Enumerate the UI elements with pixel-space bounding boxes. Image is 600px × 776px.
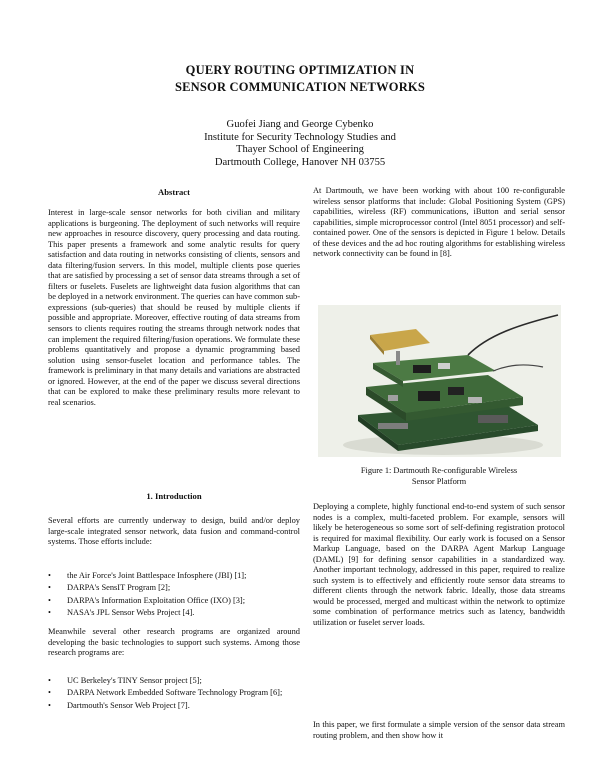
platform-paragraph: At Dartmouth, we have been working with about 100 re-configurable wireless sensor platforms that include: Global Positioning System (GPS) capabilities, wireless (RF) communications, iButton and serial sensor capabilities, simple microprocessor control (Intel 8051 processor) and self-contained power. One of the sensors is depicted in Figure 1 below. Details of these devices and the ad hoc routing algorithms for establishing wireless network connectivity can be found in [8]. bbox=[313, 186, 565, 259]
title-line-1: QUERY ROUTING OPTIMIZATION IN bbox=[185, 63, 415, 77]
list-item bbox=[48, 676, 300, 687]
author-block bbox=[0, 119, 600, 169]
list-item-text: Dartmouth's Sensor Web Project [7]. bbox=[67, 700, 190, 710]
figure-caption-line-1: Figure 1: Dartmouth Re-configurable Wireless bbox=[360, 466, 518, 475]
sensor-platform-photo bbox=[318, 305, 561, 457]
affiliation-line-3: Dartmouth College, Hanover NH 03755 bbox=[214, 156, 386, 168]
list-item bbox=[48, 583, 300, 594]
list-item bbox=[48, 596, 300, 607]
list-item-text: DARPA Network Embedded Software Technology Program [6]; bbox=[67, 688, 283, 698]
affiliation-line-1: Institute for Security Technology Studies and bbox=[204, 131, 396, 143]
bullet-icon: • bbox=[48, 700, 51, 710]
bullet-icon: • bbox=[48, 608, 51, 618]
list-item bbox=[48, 688, 300, 699]
list-item bbox=[48, 571, 300, 582]
figure-caption bbox=[313, 466, 565, 487]
intro-paragraph-1: Several efforts are currently underway to design, build and/or deploy large-scale integrated sensor network, data fusion and command-control systems. Those efforts include: bbox=[48, 516, 300, 547]
bullet-icon: • bbox=[48, 595, 51, 605]
bullet-icon: • bbox=[48, 676, 51, 685]
list-item-text: NASA's JPL Sensor Webs Project [4]. bbox=[67, 608, 195, 618]
list-item-text: DARPA's Information Exploitation Office (IXO) [3]; bbox=[67, 595, 246, 605]
list-item-text: UC Berkeley's TINY Sensor project [5]; bbox=[67, 676, 202, 685]
intro-efforts-list bbox=[48, 571, 300, 621]
figure-caption-line-2: Sensor Platform bbox=[411, 476, 467, 486]
title-line-2: SENSOR COMMUNICATION NETWORKS bbox=[174, 80, 426, 94]
sensor-board-illustration bbox=[318, 305, 561, 457]
approach-paragraph: In this paper, we first formulate a simple version of the sensor data stream routing problem, and then show how it bbox=[313, 720, 565, 740]
bullet-icon: • bbox=[48, 583, 51, 593]
abstract-heading: Abstract bbox=[158, 187, 190, 197]
list-item-text: the Air Force's Joint Battlespace Infosphere (JBI) [1]; bbox=[67, 571, 247, 580]
paper-title bbox=[0, 62, 600, 96]
bullet-icon: • bbox=[48, 688, 51, 698]
list-item bbox=[48, 701, 300, 712]
list-item bbox=[48, 608, 300, 619]
deployment-paragraph: Deploying a complete, highly functional end-to-end system of such sensor nodes is a complex, multi-faceted problem. For example, sensors will likely be heterogeneous so some sort of self-defining registration protocol is required for maximal flexibility. Our early work is focused on a Sensor Markup Language, based on the DARPA Agent Markup Language (DAML) [9] for defining sensor capabilities in a standardized way. Another important technology, addressed in this paper, required to realize such system is to effectively and efficiently route sensor data streams to different clients through the network fabric. Ideally, those data streams would be processed, merged and multicast within the network to optimize some combination of performance metrics such as latency, bandwidth utilization or fuselet server loads. bbox=[313, 502, 565, 628]
bullet-icon: • bbox=[48, 571, 51, 580]
affiliation-line-2: Thayer School of Engineering bbox=[236, 144, 364, 156]
list-item-text: DARPA's SensIT Program [2]; bbox=[67, 583, 171, 593]
introduction-heading: 1. Introduction bbox=[146, 491, 202, 501]
abstract-text: Interest in large-scale sensor networks for both civilian and military applications is burgeoning. The deployment of such networks will require new approaches in resource discovery, query processing and data routing. This paper presents a framework and some analytic results for query satisfaction and data routing in networks consisting of clients, sensors and data filtering/fusion servers. In this model, multiple clients pose queries that are satisfied by processing a set of sensor data streams through a set of filters or fuselets. Fuselets are lightweight data fusion algorithms that can be deployed in a network environment. The queries can have common sub-expressions (sub-queries) that should be reused by multiple clients if possible and appropriate. Moreover, effective routing of data streams from sensors to clients requires routing the streams through network nodes that can implement the required filtering/fusion operations. We formulate these problems quantitatively and propose a dynamic programming based solution using sensor-fuselet location and performance tables. The framework is preliminary in that many details and variations are abstracted or ignored. However, at the end of the paper we discuss several directions that can be explored to make these preliminary results more relevant to real scenarios. bbox=[48, 208, 300, 407]
author-names: Guofei Jiang and George Cybenko bbox=[226, 119, 374, 130]
intro-paragraph-2: Meanwhile several other research programs are organized around developing the basic technologies to support such systems. Among those research programs are: bbox=[48, 627, 300, 658]
intro-programs-list bbox=[48, 676, 300, 713]
